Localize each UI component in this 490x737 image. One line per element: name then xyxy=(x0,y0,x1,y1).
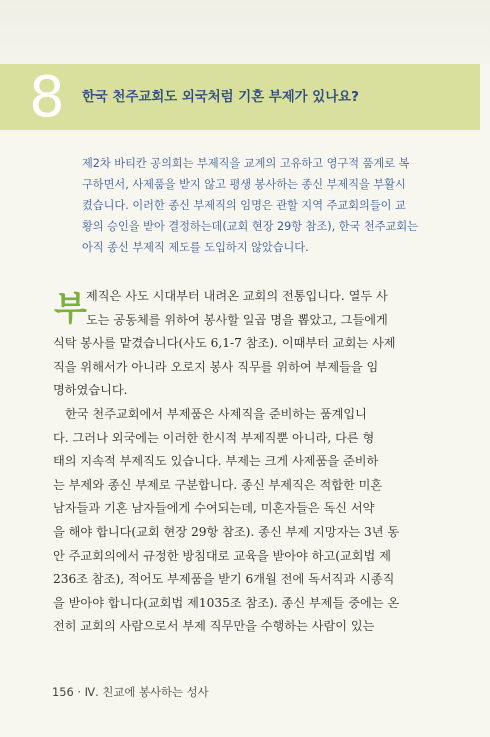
body-line: 식탁 봉사를 맡겼습니다(사도 6,1-7 참조). 이때부터 교회는 사제 xyxy=(53,336,396,351)
page-footer: 156 · Ⅳ. 친교에 봉사하는 성사 xyxy=(52,685,209,699)
body-line: 다. 그러나 외국에는 이러한 한시적 부제직뿐 아니라, 다른 형 xyxy=(53,430,375,445)
top-shading xyxy=(0,0,490,64)
body-line: 을 받아야 합니다(교회법 제1035조 참조). 종신 부제들 중에는 온 xyxy=(53,595,400,610)
summary-line: 황의 승인을 받아 결정하는데(교회 현장 29항 참조), 한국 천주교회는 xyxy=(82,220,418,233)
summary-line: 제2차 바티칸 공의회는 부제직을 교계의 고유하고 영구적 품계로 복 xyxy=(82,157,410,170)
body-line: 명하였습니다. xyxy=(53,383,128,398)
question-number: 8 xyxy=(29,65,65,130)
body-line: 남자들과 기혼 남자들에게 수여되는데, 미혼자들은 독신 서약 xyxy=(53,501,375,516)
body-line: 도는 공동체를 위하여 봉사할 일곱 명을 뽑았고, 그들에게 xyxy=(86,312,388,327)
body-line: 을 해야 합니다(교회 현장 29항 참조). 종신 부제 지망자는 3년 동 xyxy=(53,524,400,539)
summary-paragraph xyxy=(82,153,482,258)
body-line: 안 주교회의에서 규정한 방침대로 교육을 받아야 하고(교회법 제 xyxy=(53,548,391,563)
body-line: 236조 참조), 적어도 부제품을 받기 6개월 전에 독서직과 시종직 xyxy=(53,572,395,587)
question-title: 한국 천주교회도 외국처럼 기혼 부제가 있나요? xyxy=(82,90,359,105)
body-line: 전히 교회의 사람으로서 부제 직무만을 수행하는 사람이 있는 xyxy=(53,619,375,634)
summary-line: 아직 종신 부제직 제도를 도입하지 않았습니다. xyxy=(82,241,309,254)
body-line: 한국 천주교회에서 부제품은 사제직을 준비하는 품계입니 xyxy=(65,406,367,421)
body-line: 직을 위해서가 아니라 오로지 봉사 직무를 위하여 부제들을 임 xyxy=(53,359,379,374)
summary-line: 구하면서, 사제품을 받지 않고 평생 봉사하는 종신 부제직을 부활시 xyxy=(82,178,406,191)
body-text xyxy=(53,285,473,639)
summary-line: 켰습니다. 이러한 종신 부제직의 임명은 관할 지역 주교회의들이 교 xyxy=(82,199,406,212)
body-line: 태의 지속적 부제직도 있습니다. 부제는 크게 사제품을 준비하 xyxy=(53,454,379,469)
body-line: 제직은 사도 시대부터 내려온 교회의 전통입니다. 열두 사 xyxy=(86,289,388,303)
body-line: 는 부제와 종신 부제로 구분합니다. 종신 부제직은 적합한 미혼 xyxy=(53,477,383,492)
drop-cap: 부 xyxy=(54,289,87,329)
